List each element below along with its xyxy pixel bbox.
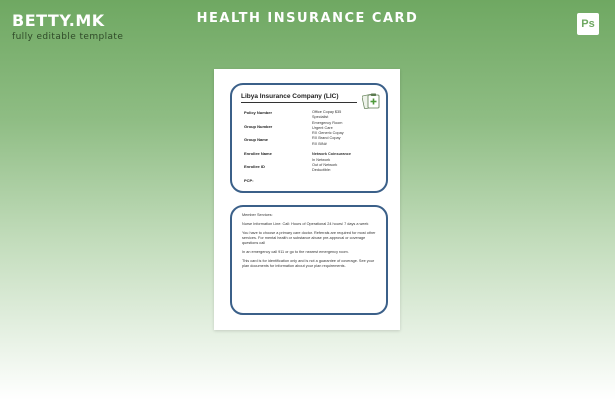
coverage-line: Out of Network [312,162,338,167]
field-label: Group Number [244,123,273,129]
coverage-line: Office Copay $35 [312,110,342,114]
member-info [242,213,382,273]
coverage-line: Emergency Room [312,120,343,125]
coverage-line: RX Generic Copay [312,131,344,136]
brand-logo: BETTY.MK [12,11,105,30]
coverage-line: RX BIN# [312,141,327,146]
company-name: Libya Insurance Company (LIC) [241,93,339,100]
coverage-line: Urgent Care [312,125,333,130]
coverage-line: Deductible: [312,168,331,173]
member-info-paragraph: Nurse Information Line: Call: Hours of Operational 24 hours/ 7 days a week [242,221,369,226]
field-label: Enrollee Name [244,150,272,156]
field-label: Policy Number [244,110,273,115]
coverage-line: In Network [312,157,331,162]
coverage-line: RX Brand Copay [312,136,341,141]
coverage-values [312,110,351,174]
field-label: Group Name [244,137,269,142]
member-info-paragraph: Member Services: [242,213,273,217]
coverage-line: Specialist [312,115,329,120]
photoshop-icon: Ps [577,13,599,35]
member-info-paragraph: You have to choose a primary care doctor. Referrals are required for most other services. For mental health or substance abuse pre-approval or coverage questions call [242,230,376,246]
member-info-paragraph: In an emergency call 911 or go to the nearest emergency room. [242,249,349,254]
field-labels [244,110,272,191]
member-info-paragraph: This card is for identification only and is not a guarantee of coverage. See your plan documents for information about your plan requirements. [242,258,375,269]
title-divider [241,102,357,103]
field-label: Enrollee ID [244,164,265,169]
card-back [230,205,388,315]
coverage-line: Network Coinsurance [312,152,352,157]
brand-tagline: fully editable template [12,32,124,42]
card-front [230,83,388,193]
medical-kit-icon [362,91,380,109]
template-preview-sheet [214,69,400,330]
field-label: PCP: [244,177,254,183]
page-title: HEALTH INSURANCE CARD [196,11,419,26]
